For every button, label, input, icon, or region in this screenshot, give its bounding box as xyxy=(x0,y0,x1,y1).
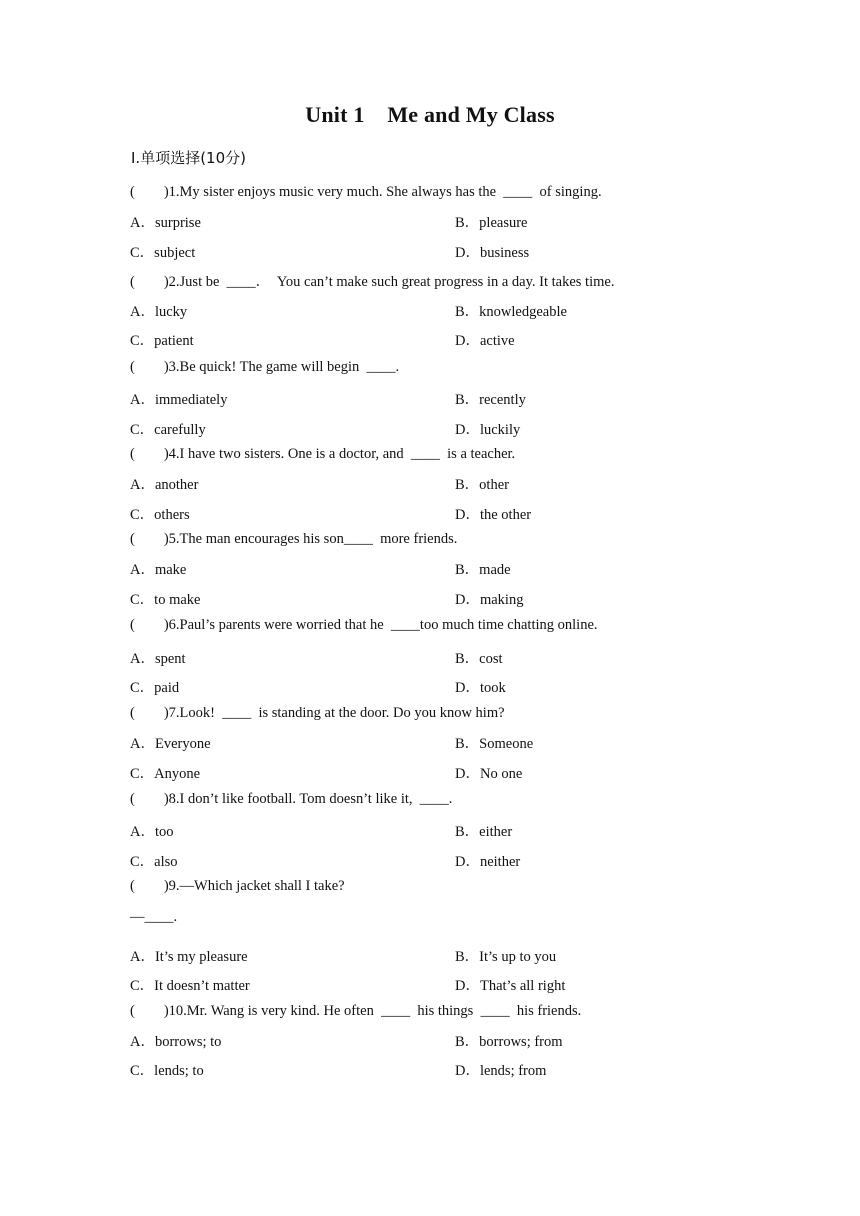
question-5-stem: ( )5.The man encourages his son____ more friends. xyxy=(130,531,458,547)
question-4-option-b: B．other xyxy=(455,477,509,493)
question-9-option-b: B．It’s up to you xyxy=(455,949,557,965)
question-9-stem: ( )9.—Which jacket shall I take? xyxy=(130,878,345,894)
question-4-option-a: A．another xyxy=(130,477,199,493)
question-1-option-c: C．subject xyxy=(130,245,196,261)
question-6-option-c: C．paid xyxy=(130,680,180,696)
question-3-stem: ( )3.Be quick! The game will begin ____. xyxy=(130,359,400,375)
question-6-stem: ( )6.Paul’s parents were worried that he ____too much time chatting online. xyxy=(130,617,598,633)
question-8-stem: ( )8.I don’t like football. Tom doesn’t like it, ____. xyxy=(130,791,453,807)
question-3-option-a: A．immediately xyxy=(130,392,228,408)
question-2-option-b: B．knowledgeable xyxy=(455,304,567,320)
question-7-stem: ( )7.Look! ____ is standing at the door. Do you know him? xyxy=(130,705,505,721)
question-5-option-d: D．making xyxy=(455,592,524,608)
question-4-stem: ( )4.I have two sisters. One is a doctor, and ____ is a teacher. xyxy=(130,446,516,462)
question-7-option-c: C．Anyone xyxy=(130,766,201,782)
question-9-option-c: C．It doesn’t matter xyxy=(130,978,250,994)
question-8-option-b: B．either xyxy=(455,824,513,840)
question-10-option-d: D．lends; from xyxy=(455,1063,547,1079)
question-1-option-a: A．surprise xyxy=(130,215,201,231)
question-6-option-d: D．took xyxy=(455,680,506,696)
question-9-option-d: D．That’s all right xyxy=(455,978,566,994)
question-2-option-a: A．lucky xyxy=(130,304,188,320)
question-1-stem: ( )1.My sister enjoys music very much. She always has the ____ of singing. xyxy=(130,184,602,200)
question-3-option-b: B．recently xyxy=(455,392,526,408)
question-6-option-a: A．spent xyxy=(130,651,186,667)
question-6-option-b: B．cost xyxy=(455,651,503,667)
question-4-option-c: C．others xyxy=(130,507,190,523)
question-3-option-d: D．luckily xyxy=(455,422,521,438)
question-5-option-c: C．to make xyxy=(130,592,201,608)
question-8-option-c: C．also xyxy=(130,854,178,870)
question-9-answer-line: —____. xyxy=(130,909,178,925)
question-4-option-d: D．the other xyxy=(455,507,532,523)
question-1-option-d: D．business xyxy=(455,245,530,261)
question-1-option-b: B．pleasure xyxy=(455,215,528,231)
question-7-option-d: D．No one xyxy=(455,766,523,782)
question-8-option-a: A．too xyxy=(130,824,174,840)
page-title: Unit 1 Me and My Class xyxy=(305,102,555,127)
question-2-option-c: C．patient xyxy=(130,333,194,349)
question-10-option-c: C．lends; to xyxy=(130,1063,204,1079)
question-3-option-c: C．carefully xyxy=(130,422,206,438)
question-2-stem: ( )2.Just be ____． You can’t make such great progress in a day. It takes time. xyxy=(130,274,615,290)
question-10-option-a: A．borrows; to xyxy=(130,1034,222,1050)
question-7-option-b: B．Someone xyxy=(455,736,534,752)
question-10-option-b: B．borrows; from xyxy=(455,1034,563,1050)
question-10-stem: ( )10.Mr. Wang is very kind. He often ____ his things ____ his friends. xyxy=(130,1003,582,1019)
section-heading: Ⅰ.单项选择(10分) xyxy=(131,149,246,167)
question-9-option-a: A．It’s my pleasure xyxy=(130,949,248,965)
question-7-option-a: A．Everyone xyxy=(130,736,211,752)
question-8-option-d: D．neither xyxy=(455,854,521,870)
question-5-option-a: A．make xyxy=(130,562,187,578)
question-5-option-b: B．made xyxy=(455,562,511,578)
question-2-option-d: D．active xyxy=(455,333,515,349)
